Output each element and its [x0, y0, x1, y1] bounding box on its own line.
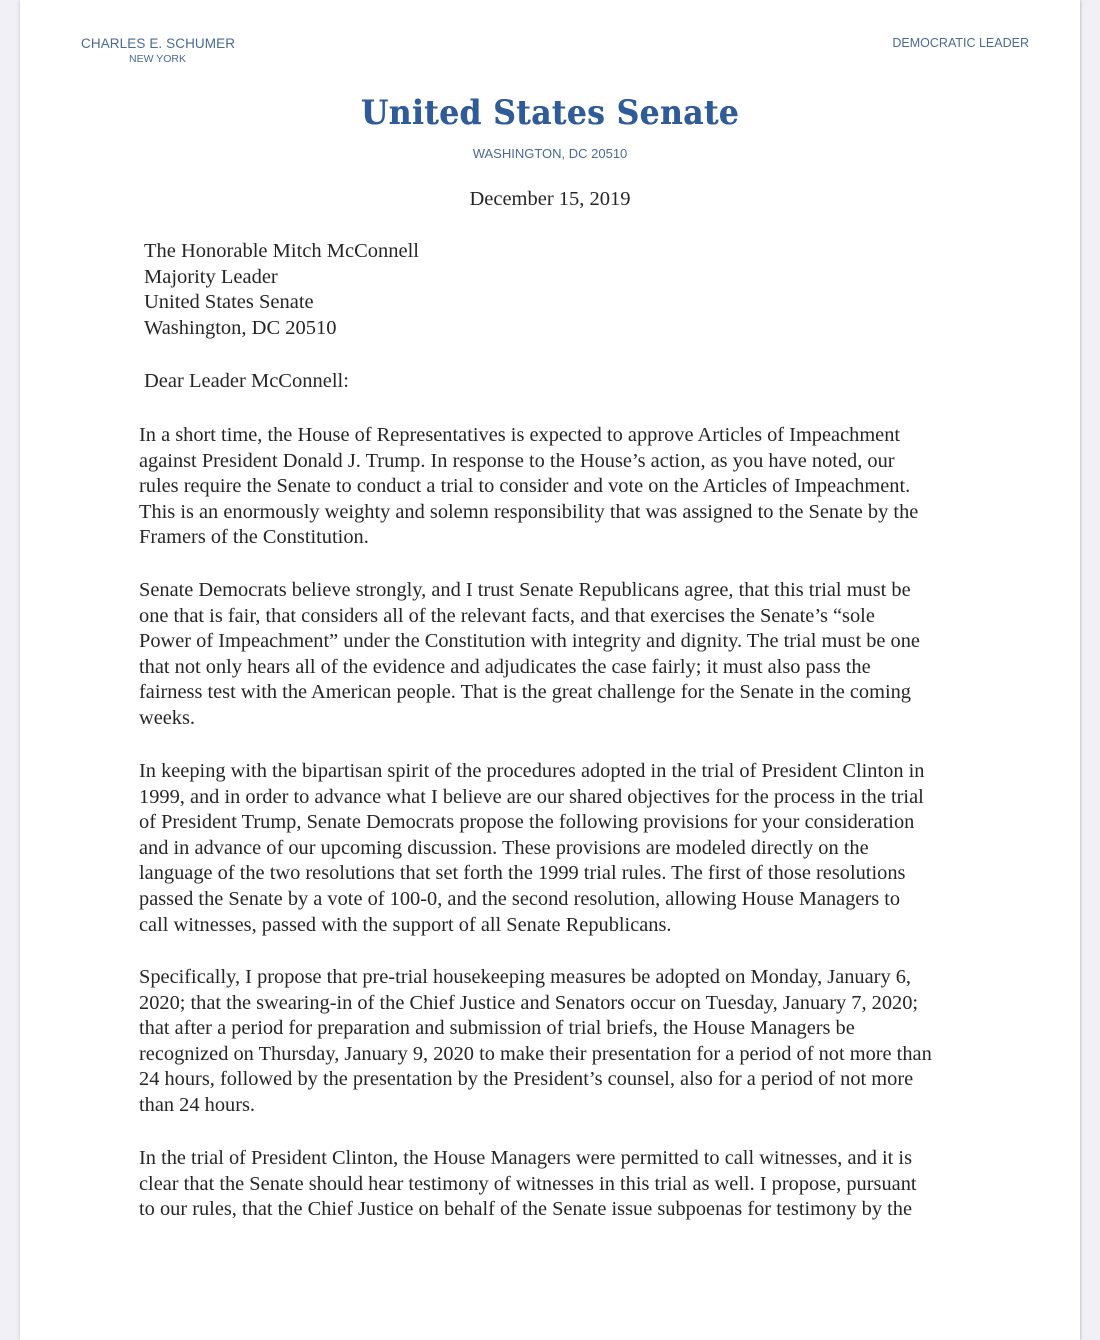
text-line: language of the two resolutions that set forth the 1999 trial rules. The first of those resolutions — [139, 862, 906, 885]
recipient-address: Washington, DC 20510 — [144, 317, 337, 339]
text-line: of President Trump, Senate Democrats propose the following provisions for your consideration — [139, 811, 915, 834]
text-line: Power of Impeachment” under the Constitution with integrity and dignity. The trial must be one — [139, 630, 920, 653]
text-line: In a short time, the House of Representatives is expected to approve Articles of Impeachment — [139, 424, 901, 446]
text-line: that after a period for preparation and submission of trial briefs, the House Managers be — [139, 1017, 855, 1040]
text-line: clear that the Senate should hear testimony of witnesses in this trial as well. I propose, pursuant — [139, 1172, 917, 1195]
text-line: 1999, and in order to advance what I believe are our shared objectives for the process in the trial — [139, 785, 924, 808]
text-line: rules require the Senate to conduct a trial to consider and vote on the Articles of Impeachment. — [139, 475, 911, 498]
recipient-title: Majority Leader — [144, 266, 278, 288]
body-paragraph-2 — [139, 578, 959, 732]
letter-page — [20, 0, 1080, 1340]
body-paragraph-5 — [139, 1146, 959, 1223]
sender-state: NEW YORK — [129, 53, 186, 65]
text-line: passed the Senate by a vote of 100-0, and the second resolution, allowing House Managers to — [139, 887, 901, 910]
salutation: Dear Leader McConnell: — [144, 370, 349, 392]
body-paragraph-4 — [139, 965, 959, 1119]
text-line: In the trial of President Clinton, the House Managers were permitted to call witnesses, and it is — [139, 1147, 913, 1169]
body-paragraph-3 — [139, 759, 959, 938]
text-line: recognized on Thursday, January 9, 2020 to make their presentation for a period of not more than — [139, 1042, 932, 1065]
text-line: This is an enormously weighty and solemn responsibility that was assigned to the Senate by the — [139, 500, 919, 523]
text-line: Specifically, I propose that pre-trial housekeeping measures be adopted on Monday, January 6, — [139, 966, 912, 988]
text-line: 24 hours, followed by the presentation by the President’s counsel, also for a period of not more — [139, 1068, 914, 1091]
text-line: to our rules, that the Chief Justice on behalf of the Senate issue subpoenas for testimony by the — [139, 1198, 913, 1221]
sender-name: CHARLES E. SCHUMER — [81, 36, 236, 51]
text-line: Framers of the Constitution. — [139, 526, 369, 549]
text-line: In keeping with the bipartisan spirit of the procedures adopted in the trial of President Clinton in — [139, 760, 925, 782]
text-line: 2020; that the swearing-in of the Chief Justice and Senators occur on Tuesday, January 7, 2020; — [139, 991, 919, 1014]
text-line: Senate Democrats believe strongly, and I trust Senate Republicans agree, that this trial must be — [139, 579, 911, 601]
text-line: that not only hears all of the evidence and adjudicates the case fairly; it must also pass the — [139, 655, 871, 678]
recipient-name: The Honorable Mitch McConnell — [144, 240, 419, 262]
sender-title: DEMOCRATIC LEADER — [892, 36, 1029, 50]
body-paragraph-1 — [139, 423, 959, 551]
letterhead-address: WASHINGTON, DC 20510 — [472, 146, 628, 161]
text-line: weeks. — [139, 706, 196, 729]
letter-date: December 15, 2019 — [469, 188, 631, 210]
recipient-organization: United States Senate — [144, 291, 314, 313]
letterhead-title: United States Senate — [360, 93, 740, 133]
text-line: fairness test with the American people. That is the great challenge for the Senate in the coming — [139, 681, 912, 704]
text-line: one that is fair, that considers all of the relevant facts, and that exercises the Senate’s “sole — [139, 604, 875, 627]
text-line: against President Donald J. Trump. In response to the House’s action, as you have noted, our — [139, 449, 895, 472]
text-line: and in advance of our upcoming discussion. These provisions are modeled directly on the — [139, 836, 869, 859]
text-line: than 24 hours. — [139, 1093, 256, 1116]
text-line: call witnesses, passed with the support of all Senate Republicans. — [139, 913, 672, 936]
